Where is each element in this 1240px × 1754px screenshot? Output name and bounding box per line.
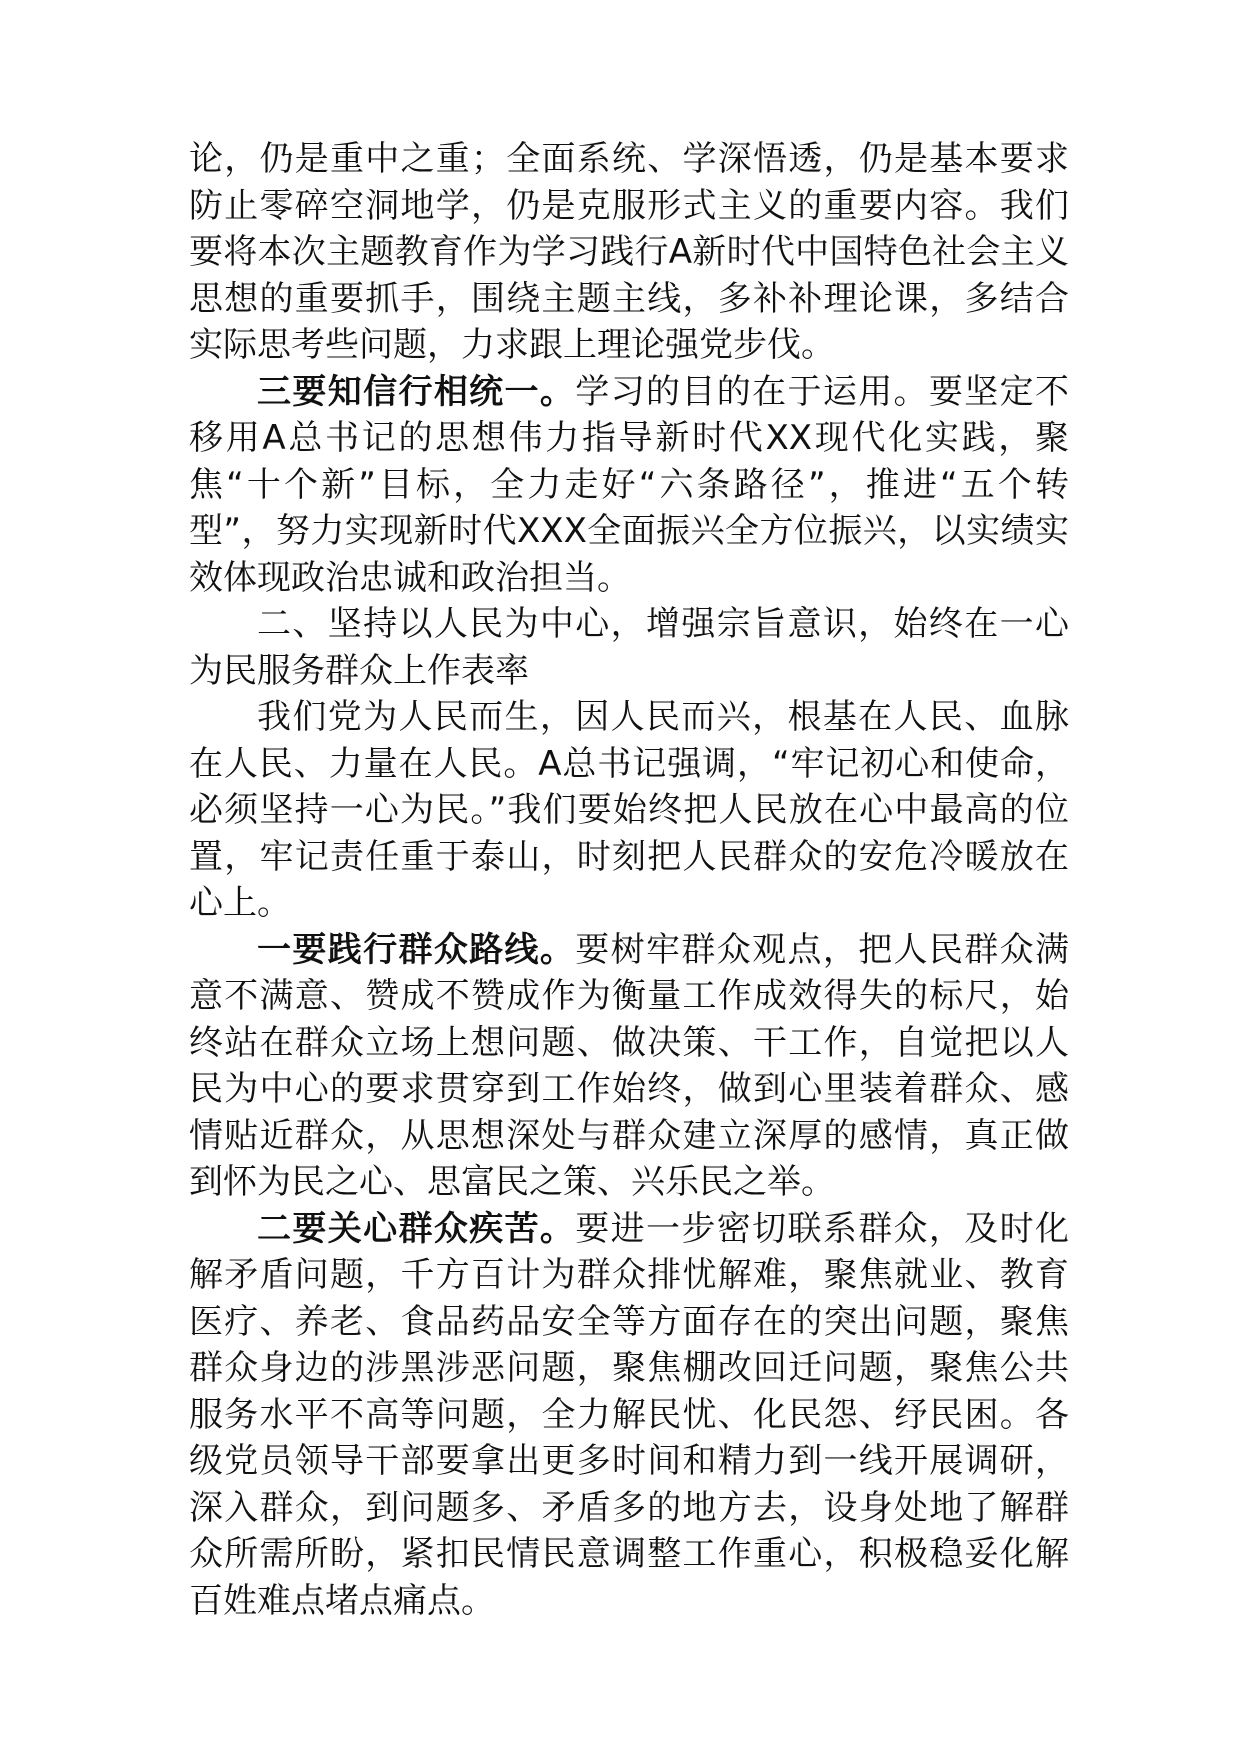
paragraph-6-text: 要进一步密切联系群众，及时化解矛盾问题，千方百计为群众排忧解难，聚焦就业、教育医疗、养老、食品药品安全等方面存在的突出问题，聚焦群众身边的涉黑涉恶问题，聚焦棚改回迁问题，聚焦公共服务水平不高等问题，全力解民忧、化民怨、纾民困。各级党员领导干部要拿出更多时间和精力到一线开展调研，深入群众，到问题多、矛盾多的地方去，设身处地了解群众所需所盼，紧扣民情民意调整工作重心，积极稳妥化解百姓难点堵点痛点。	[189, 1208, 1070, 1621]
section-heading	[189, 601, 1069, 694]
paragraph-4-text: 我们党为人民而生，因人民而兴，根基在人民、血脉在人民、力量在人民。A总书记强调，“牢记初心和使命，必须坚持一心为民。”我们要始终把人民放在心中最高的位置，牢记责任重于泰山，时刻把人民群众的安危冷暖放在心上。	[189, 697, 1069, 923]
paragraph-2-lead: 三要知信行相统一。	[257, 371, 576, 412]
paragraph-2	[189, 369, 1069, 602]
paragraph-5-text: 要树牢群众观点，把人民群众满意不满意、赞成不赞成作为衡量工作成效得失的标尺，始终站在群众立场上想问题、做决策、干工作，自觉把以人民为中心的要求贯穿到工作始终，做到心里装着群众、感情贴近群众，从思想深处与群众建立深厚的感情，真正做到怀为民之心、思富民之策、兴乐民之举。	[189, 929, 1070, 1202]
document-page	[189, 136, 1069, 1624]
paragraph-2-text: 学习的目的在于运用。要坚定不移用A总书记的思想伟力指导新时代XX现代化实践，聚焦“十个新”目标，全力走好“六条路径”，推进“五个转型”，努力实现新时代XXX全面振兴全方位振兴，以实绩实效体现政治忠诚和政治担当。	[189, 371, 1070, 598]
paragraph-1-text: 论，仍是重中之重；全面系统、学深悟透，仍是基本要求防止零碎空洞地学，仍是克服形式主义的重要内容。我们要将本次主题教育作为学习践行A新时代中国特色社会主义思想的重要抓手，围绕主题主线，多补补理论课，多结合实际思考些问题，力求跟上理论强党步伐。	[189, 139, 1069, 365]
paragraph-5	[189, 927, 1069, 1206]
paragraph-3-text: 二、坚持以人民为中心，增强宗旨意识，始终在一心为民服务群众上作表率	[189, 604, 1069, 691]
paragraph-5-lead: 一要践行群众路线。	[257, 929, 576, 970]
paragraph-1	[189, 136, 1069, 369]
paragraph-4	[189, 694, 1069, 927]
paragraph-6-lead: 二要关心群众疾苦。	[257, 1208, 576, 1249]
paragraph-6	[189, 1206, 1069, 1625]
